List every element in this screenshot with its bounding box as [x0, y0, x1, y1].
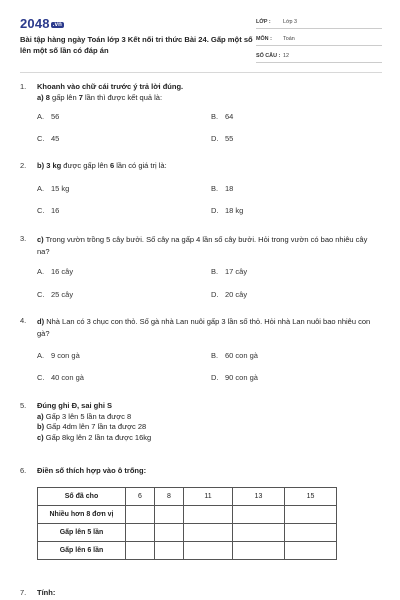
table-header-cell: 6: [126, 488, 155, 506]
option-a[interactable]: [37, 184, 69, 193]
meta-key: SỐ CÂU :: [256, 53, 281, 59]
answer-cell[interactable]: [155, 506, 184, 524]
answer-cell[interactable]: [184, 542, 233, 560]
answer-cell[interactable]: [232, 506, 284, 524]
option-c[interactable]: [37, 373, 84, 382]
table-row: [38, 506, 337, 524]
option-value: 25 cây: [51, 290, 74, 299]
option-letter: D.: [211, 134, 219, 143]
document-title: Bài tập hàng ngày Toán lớp 3 Kết nối tri thức Bài 24. Gấp một số lên một số lần có đáp án: [20, 35, 253, 55]
option-letter: A.: [37, 184, 45, 193]
option-letter: C.: [37, 134, 45, 143]
meta-key: MÔN :: [256, 36, 272, 42]
logo-tld: .vn: [52, 22, 63, 28]
part-label: d): [37, 317, 45, 326]
part-label: a): [37, 92, 44, 102]
option-value: 56: [51, 112, 60, 121]
option-letter: B.: [211, 112, 219, 121]
table-row-label: Gấp lên 5 lần: [38, 524, 126, 542]
option-letter: B.: [211, 351, 219, 360]
answer-cell[interactable]: [184, 506, 233, 524]
option-a[interactable]: [37, 267, 73, 276]
option-value: 90 con gà: [225, 373, 258, 382]
option-letter: C.: [37, 373, 45, 382]
meta-value: Lớp 3: [283, 19, 298, 25]
answer-cell[interactable]: [126, 506, 155, 524]
answer-cell[interactable]: [284, 542, 336, 560]
option-a[interactable]: [37, 112, 59, 121]
option-c[interactable]: [37, 290, 73, 299]
option-value: 16 cây: [51, 267, 74, 276]
table-row-label: Gấp lên 6 lần: [38, 542, 126, 560]
option-value: 18: [225, 184, 234, 193]
question-number: 1.: [20, 82, 27, 91]
option-letter: C.: [37, 206, 45, 215]
table-row: [38, 524, 337, 542]
option-c[interactable]: [37, 206, 59, 215]
option-letter: B.: [211, 184, 219, 193]
option-value: 9 con gà: [51, 351, 80, 360]
option-d[interactable]: [211, 206, 243, 215]
option-letter: A.: [37, 267, 45, 276]
part-label: c): [37, 235, 44, 244]
table-row-label: Nhiều hơn 8 đơn vị: [38, 506, 126, 524]
option-d[interactable]: [211, 134, 233, 143]
option-value: 20 cây: [225, 290, 248, 299]
answer-cell[interactable]: [155, 542, 184, 560]
option-value: 17 cây: [225, 267, 248, 276]
option-value: 60 con gà: [225, 351, 258, 360]
option-d[interactable]: [211, 290, 247, 299]
option-value: 45: [51, 134, 60, 143]
answer-cell[interactable]: [284, 524, 336, 542]
option-d[interactable]: [211, 373, 258, 382]
meta-class: [256, 16, 382, 29]
option-letter: A.: [37, 112, 45, 121]
option-letter: D.: [211, 373, 219, 382]
option-letter: D.: [211, 290, 219, 299]
answer-cell[interactable]: [184, 524, 233, 542]
fill-in-table: [37, 487, 337, 560]
meta-value: 12: [283, 53, 289, 59]
option-b[interactable]: [211, 112, 233, 121]
page-header: [20, 12, 382, 74]
option-letter: B.: [211, 267, 219, 276]
document-meta: [256, 16, 382, 67]
question-body: [37, 401, 380, 443]
question-number: 4.: [20, 316, 27, 325]
question-instruction: Điền số thích hợp vào ô trống:: [37, 466, 147, 475]
option-value: 55: [225, 134, 234, 143]
question-body: [37, 588, 380, 599]
question-body: [37, 234, 380, 258]
question-number: 7.: [20, 588, 27, 597]
part-label: b): [37, 161, 45, 170]
question-instruction: Đúng ghi Đ, sai ghi S: [37, 401, 112, 410]
question-text: b) 3 kg được gấp lên 6 lần có giá trị là:: [37, 161, 167, 170]
table-header-cell: 15: [284, 488, 336, 506]
table-row: [38, 542, 337, 560]
answer-cell[interactable]: [155, 524, 184, 542]
option-c[interactable]: [37, 134, 59, 143]
answer-cell[interactable]: [126, 542, 155, 560]
option-b[interactable]: [211, 351, 258, 360]
option-letter: C.: [37, 290, 45, 299]
option-letter: D.: [211, 206, 219, 215]
option-value: 16: [51, 206, 60, 215]
meta-key: LỚP :: [256, 19, 271, 25]
meta-subject: [256, 33, 382, 46]
meta-question-count: [256, 50, 382, 63]
answer-cell[interactable]: [126, 524, 155, 542]
answer-cell[interactable]: [232, 524, 284, 542]
table-header-cell: 13: [232, 488, 284, 506]
question-text: Trong vườn trồng 5 cây bưởi. Số cây na gấp 4 lần số cây bưởi. Hỏi trong vườn có bao nhiêu cây na?: [37, 235, 368, 256]
option-value: 40 con gà: [51, 373, 84, 382]
question-body: [37, 161, 380, 172]
option-a[interactable]: [37, 351, 80, 360]
option-value: 15 kg: [51, 184, 70, 193]
question-number: 2.: [20, 161, 27, 170]
table-header-cell: 8: [155, 488, 184, 506]
table-header-cell: Số đã cho: [38, 488, 126, 506]
option-b[interactable]: [211, 267, 247, 276]
question-body: [37, 466, 380, 477]
table-header-row: [38, 488, 337, 506]
question-number: 3.: [20, 234, 27, 243]
statement-c[interactable]: c) Gấp 8kg lên 2 lần ta được 16kg: [37, 432, 152, 442]
option-value: 18 kg: [225, 206, 244, 215]
statement-a[interactable]: a) Gấp 3 lên 5 lần ta được 8: [37, 411, 132, 421]
option-letter: A.: [37, 351, 45, 360]
question-number: 5.: [20, 401, 27, 410]
site-logo[interactable]: [20, 16, 64, 31]
question-instruction: Khoanh vào chữ cái trước ý trả lời đúng.: [37, 82, 184, 91]
question-instruction: Tính:: [37, 588, 56, 597]
question-text: a) 8 gấp lên 7 lần thì được kết quả là:: [37, 92, 163, 102]
question-text: Nhà Lan có 3 chục con thỏ. Số gà nhà Lan nuôi gấp 3 lần số thỏ. Hỏi nhà Lan nuôi bao nhiêu con gà?: [37, 317, 371, 338]
table-header-cell: 11: [184, 488, 233, 506]
answer-cell[interactable]: [232, 542, 284, 560]
question-body: [37, 316, 380, 340]
logo-text: 2048: [20, 16, 50, 31]
option-value: 64: [225, 112, 234, 121]
statement-b[interactable]: b) Gấp 4dm lên 7 lần ta được 28: [37, 422, 147, 431]
answer-cell[interactable]: [284, 506, 336, 524]
meta-value: Toán: [283, 36, 295, 42]
header-divider: [20, 72, 382, 73]
option-b[interactable]: [211, 184, 233, 193]
question-body: [37, 82, 380, 103]
question-number: 6.: [20, 466, 27, 475]
